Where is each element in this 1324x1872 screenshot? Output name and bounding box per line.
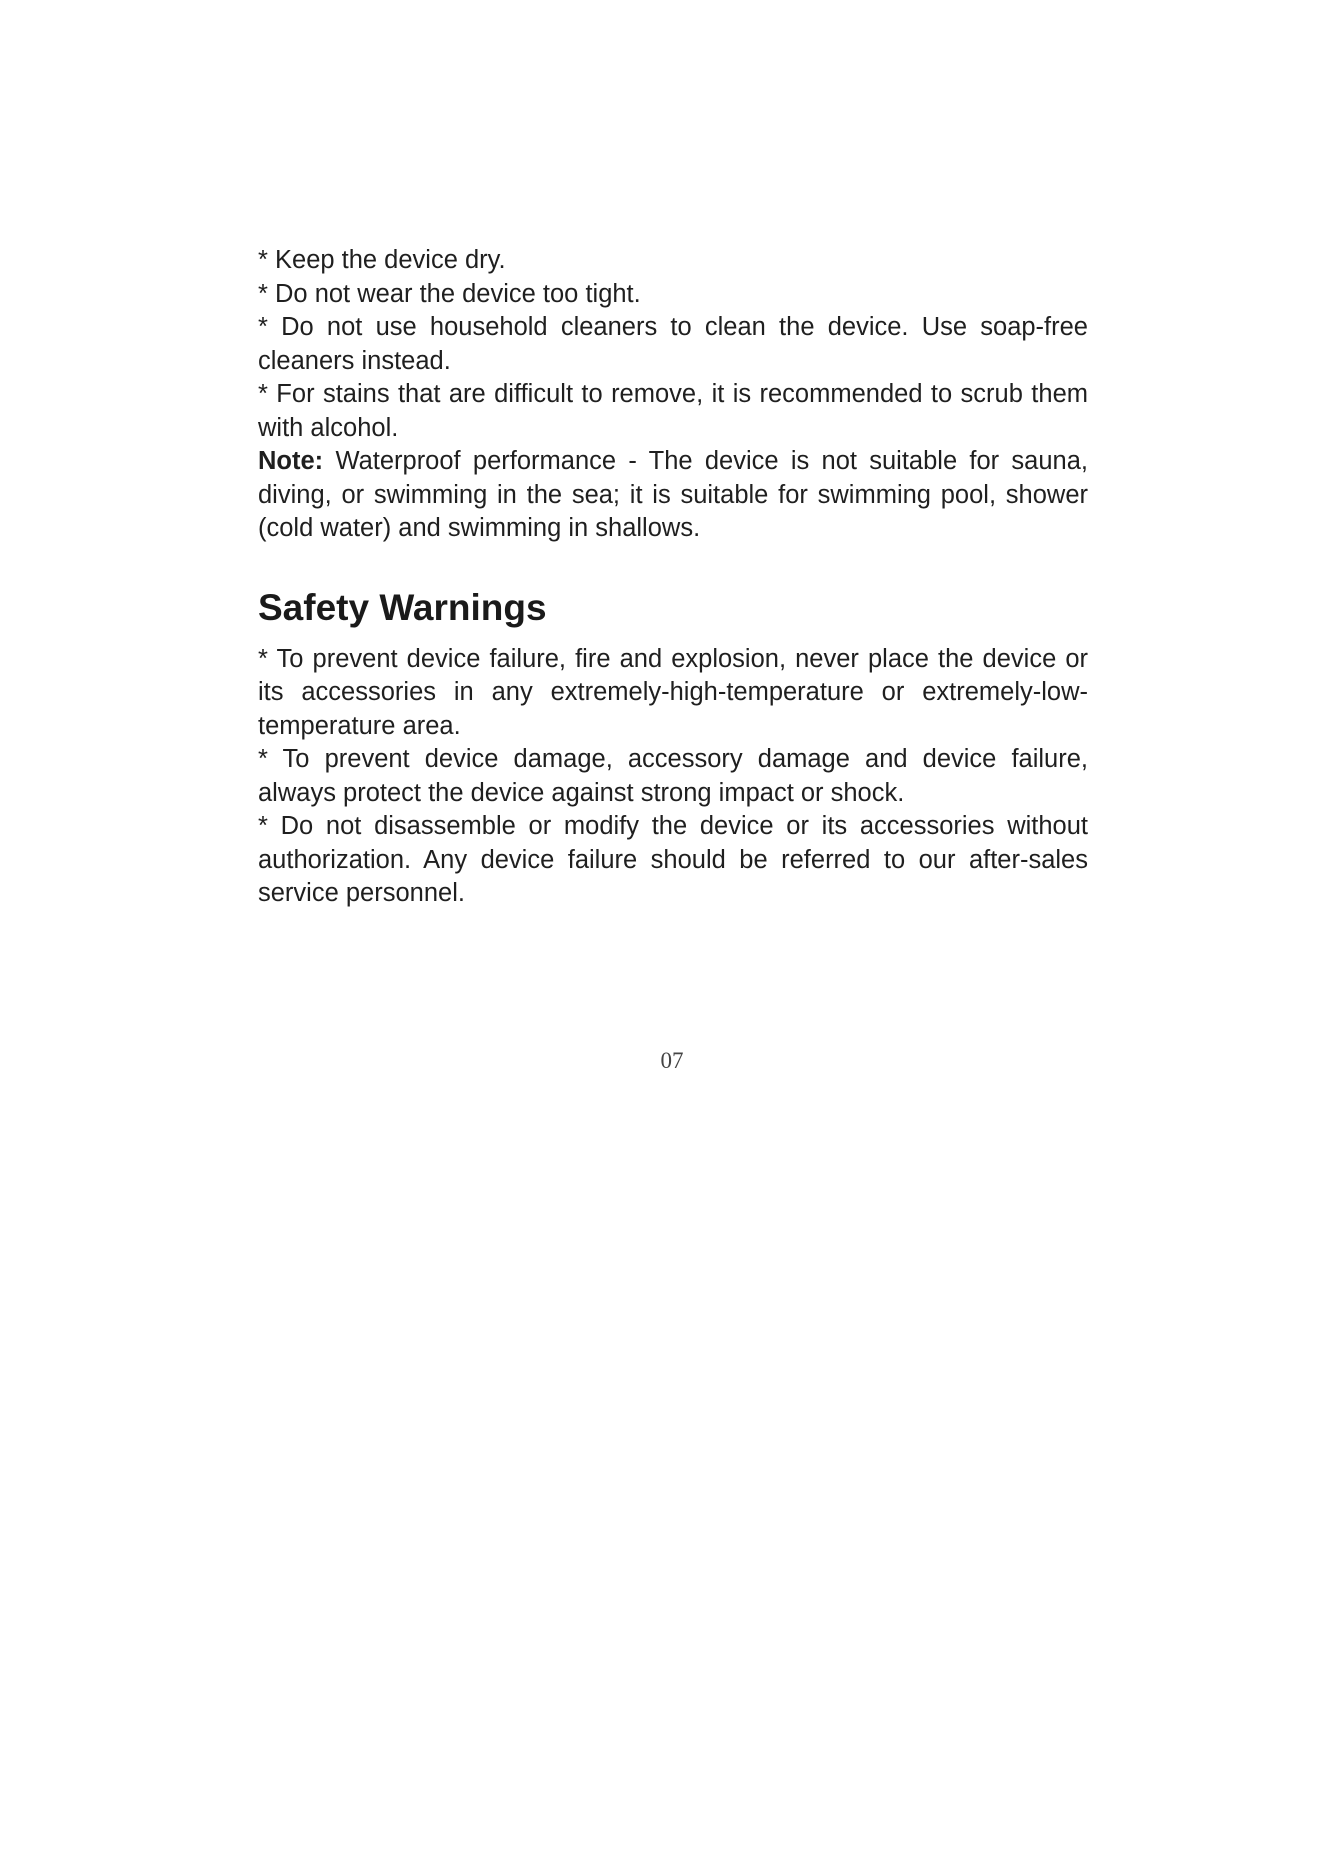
- care-item-keep-dry: * Keep the device dry.: [258, 246, 506, 274]
- safety-warnings-heading: Safety Warnings: [258, 586, 547, 628]
- safety-heading-wrap: [258, 586, 1088, 630]
- care-item-no-household-cleaners: * Do not use household cleaners to clean the device. Use soap-free cleaners instead.: [258, 313, 1088, 375]
- safety-item-impact: * To prevent device damage, accessory damage and device failure, always protect the device against strong impact or shock.: [258, 745, 1088, 807]
- note-text: Waterproof performance - The device is not suitable for sauna, diving, or swimming in the sea; it is suitable for swimming pool, shower (cold water) and swimming in shallows.: [258, 447, 1088, 542]
- care-item-not-too-tight: * Do not wear the device too tight.: [258, 279, 641, 308]
- note-label: Note:: [258, 447, 324, 475]
- page-number: 07: [660, 1048, 684, 1073]
- safety-item-temperature: * To prevent device failure, fire and explosion, never place the device or its accessories in any extremely-high-temperature or extremely-low-temperature area.: [258, 644, 1088, 740]
- waterproof-note: [258, 445, 1088, 546]
- care-item-scrub-with-alcohol: * For stains that are difficult to remove, it is recommended to scrub them with alcohol.: [258, 380, 1088, 442]
- page-content: [258, 244, 1088, 911]
- safety-item-disassemble: * Do not disassemble or modify the device or its accessories without authorization. Any device failure should be referred to our after-sales service personnel.: [258, 812, 1088, 907]
